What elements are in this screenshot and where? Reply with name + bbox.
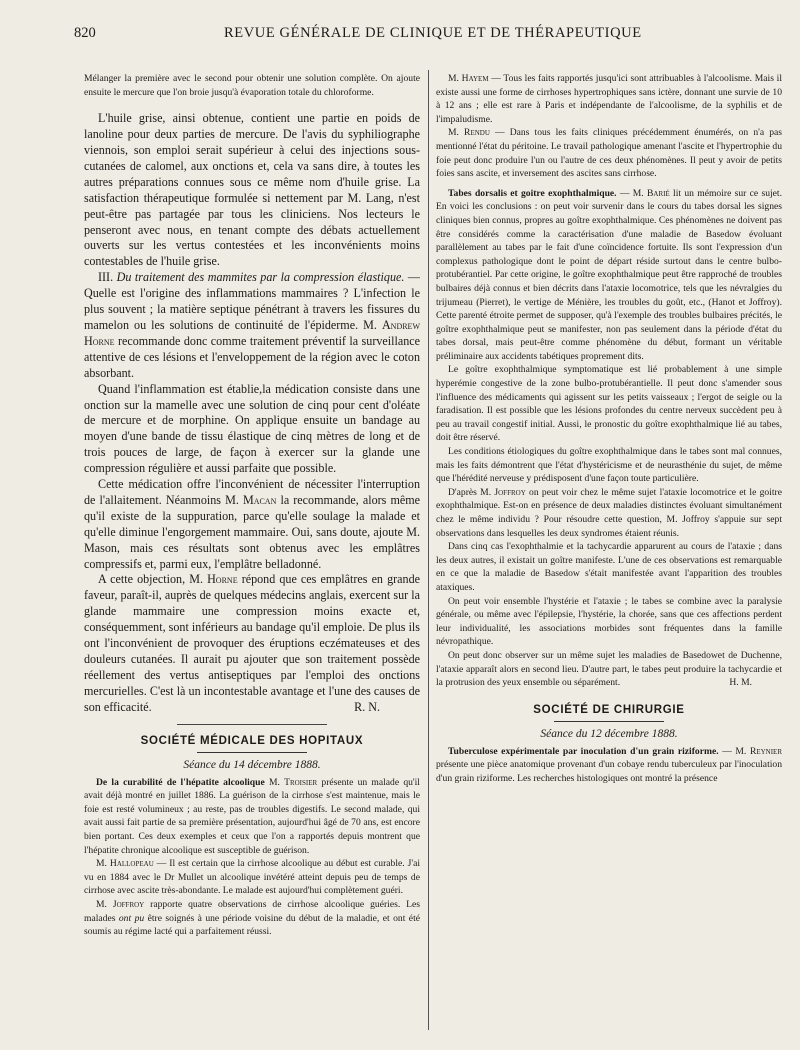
running-header	[74, 22, 758, 46]
author-name: Hallopeau	[109, 858, 154, 870]
report-hallopeau: M. Hallopeau — Il est certain que la cirrhose alcoolique au début est curable. J'ai vu en 1884 avec le Dr Mullet un alcoolique invétéré atteint depuis peu de temps de cirrhose avec ascite très-abondante. Le malade est aujourd'hui complètement guéri.	[84, 858, 420, 897]
paragraph-goitre: Le goître exophthalmique symptomatique est lié probablement à une simple hyperémie congestive de la zone bulbo-protubérantielle. Il peut donc s'amender sous l'influence des médicaments qui agissent sur les petits vaisseaux ; l'ergot de seigle ou la faradisation. Il est possible que les lésions profondes du centre nerveux succèdent peu à peu au travail congestif initial. Aussi, le pronostic du goître exophthalmique lié au tabes, doit être réservé.	[436, 364, 782, 444]
text-run: être soignés à une période voisine du début de la maladie, et ont été soumis au régime lacté qui a parfaitement réussi.	[84, 912, 420, 938]
author-name: Horne	[207, 572, 238, 587]
report-rendu: M. Rendu — Dans tous les faits cliniques précédemment énumérés, on n'a pas mentionné l'état du péritoine. Le travail pathologique amenant l'ascite et l'hypertrophie du foie peut donc produire l'un ou l'autre de ces deux phénomènes. Il peut y avoir de petits foies sans ascite, et inversement des ascites sans cirrhose.	[436, 127, 782, 180]
paragraph-cinq-cas: Dans cinq cas l'exophthalmie et la tachycardie apparurent au cours de l'ataxie ; dans les deux autres, il existait un goître manifeste. L'une de ces observations est remarquable en ce que la maladie de Basedow s'était manifestée avant l'apparition des troubles ataxiques.	[436, 541, 782, 593]
signature: R. N.	[354, 699, 380, 714]
paragraph-basedow	[436, 649, 782, 690]
report-title: De la curabilité de l'hépatite alcoolique	[96, 776, 265, 788]
heading-rule	[554, 721, 664, 722]
text-run: la recommande, alors même qu'il existe de la suppuration, parce qu'elle soulage la malade et qu'elle diminue l'engorgement mammaire. Oui, sans doute, ajoute M. Mason, mais ces résultats sont obtenus avec les emplâtres compressifs et, parmi eux, l'emplâtre belladonné.	[84, 492, 420, 571]
author-name: Hayem	[461, 73, 489, 84]
report-barie	[436, 187, 782, 364]
author-name: Barié	[647, 187, 670, 199]
paragraph-hysterie: On peut voir ensemble l'hystérie et l'ataxie ; le tabes se combine avec la paralysie générale, ou même avec l'épilepsie, l'hystérie, la chorée, sans que ces affections perdent leur individualité, les associations morbides sont fréquentes dans la famille névropathique.	[436, 595, 782, 648]
author-name: Reynier	[749, 745, 782, 757]
article-title: Du traitement des mammites par la compression élastique.	[116, 270, 405, 285]
report-joffroy: M. Joffroy rapporte quatre observations de cirrhose alcoolique guéries. Les malades ont pu être soignés à une période voisine du début de la maladie, et ont été soumis au régime lacté qui a parfaitement réussi.	[84, 898, 420, 938]
author-name: Joffroy	[494, 486, 526, 498]
paragraph-objection	[84, 572, 420, 715]
paragraph-inconvenient	[84, 477, 420, 572]
text-run: lit un mémoire sur ce sujet. En voici les conclusions : on peut voir survenir dans le cours du tabes dorsal les signes cliniques bien connus, propres au goître exophthalmique. Ces phénomènes ne doivent pas être considérés comme la caractérisation d'une maladie de Basedow évoluant parallèlement au tabes par le fait d'une coïncidence fortuite. Ils sont l'expression d'un complexus pathologique dont le point de départ réside surtout dans le centre bulbo-protubérantiel. Par cette origine, le goître exophthalmique peut être rapproché de troubles bulbaires déjà connus et bien décrits dans l'ataxie locomotrice, tels que les névralgies du trijumeau (Pierret), le vertige de Ménière, les troubles du goût, etc., (Hanot et Joffroy). Cette parenté étroite permet de supposer, qu'à l'exemple des troubles bulbaires précités, le goître exophthalmique peut se manifester, non pas seulement dans la période d'état du tabes dorsal, mais peut-être comme phénomène du début, formant un véritable préliminaire aux accidents tabétiques proprement dits.	[436, 187, 782, 362]
journal-title: REVUE GÉNÉRALE DE CLINIQUE ET DE THÉRAPEUTIQUE	[224, 25, 642, 41]
paragraph-etiologie: Les conditions étiologiques du goître exophthalmique dans le tabes sont mal connues, mais les faits démontrent que l'état d'hystéricisme et de neurasthénie du sujet, de même que l'hérédité nerveuse y prédisposent d'une façon toute particulière.	[436, 446, 782, 485]
paragraph-medication: Quand l'inflammation est établie,la médication consiste dans une onction sur la mamelle avec une solution de cinq pour cent d'oléate de mercure et de morphine. On applique ensuite un bandage au moyen d'une bande de tissu élastique de cinq mètres de long et de trois pouces de large, de façon à exercer sur la glande une compression régulière et aussi parfaite que possible.	[84, 381, 420, 476]
text-run: — Quelle est l'origine des inflammations mammaires ? L'infection le plus souvent ; la matière septique pénétrant à travers les fissures du mamelon ou les solutions de continuité de l'épiderme. M.	[84, 270, 420, 332]
emphasis: ont pu	[118, 912, 145, 924]
author-name: Rendu	[464, 127, 490, 139]
column-divider	[428, 70, 429, 1030]
text-run: — M.	[616, 187, 648, 199]
report-title: Tuberculose expérimentale par inoculation d'un grain riziforme.	[448, 745, 719, 757]
page-number: 820	[74, 25, 96, 41]
text-run: — Tous les faits rapportés jusqu'ici sont attribuables à l'alcoolisme. Mais il existe aussi une forme de cirrhoses hypertrophiques sans ictère, donnant une survie de 10 à 12 ans ; elle est rare à Paris et indépendante de l'alcoolisme, de la syphilis et de l'impaludisme.	[436, 73, 782, 125]
formula-note: Mélanger la première avec le second pour obtenir une solution complète. On ajoute ensuite le mercure que l'on broie jusqu'à évaporation totale du chloroforme.	[84, 73, 420, 98]
text-run: — Dans tous les faits cliniques précédemment énumérés, on n'a pas mentionné l'état du péritoine. Le travail pathologique amenant l'ascite et l'hypertrophie du foie peut donc produire l'un ou l'autre de ces deux phénomènes. Il peut y avoir de petits foies sans ascite, et inversement des ascites sans cirrhose.	[436, 127, 782, 180]
author-name: Troisier	[284, 776, 318, 788]
seance-date	[436, 728, 782, 740]
paragraph-mammites	[84, 270, 420, 381]
author-name: Andrew Horne	[84, 317, 420, 348]
text-run: — Il est certain que la cirrhose alcoolique au début est curable. J'ai vu en 1884 avec le Dr Mullet un alcoolique invétéré atteint depuis peu de temps de cirrhose avec ascite très-abondante. Le malade est aujourd'hui complètement guéri.	[84, 858, 420, 897]
text-run: On peut donc observer sur un même sujet les maladies de Basedowet de Duchenne, l'ataxie apparaît alors en second lieu. D'autre part, le tabes peut produire la tachycardie et la protrusion des yeux ensemble ou séparément.	[436, 649, 782, 689]
report-hayem: M. Hayem — Tous les faits rapportés jusqu'ici sont attribuables à l'alcoolisme. Mais il existe aussi une forme de cirrhoses hypertrophiques sans ictère, donnant une survie de 10 à 12 ans ; elle est rare à Paris et indépendante de l'alcoolisme, de la syphilis et de l'impaludisme.	[436, 73, 782, 125]
text-run: recommande donc comme traitement préventif la surveillance attentive de ces lésions et l'enveloppement de la région avec le coton absorbant.	[84, 333, 420, 380]
signature: H. M.	[729, 677, 752, 689]
text-run: présente une pièce anatomique provenant d'un cobaye rendu tuberculeux par l'inoculation d'un grain riziforme. Les recherches histologiques ont montré la présence	[436, 759, 782, 784]
seance-date-value: 14 décembre 1888.	[233, 758, 321, 771]
report-troisier	[84, 776, 420, 858]
author-name: Macan	[242, 492, 277, 507]
section-heading: SOCIÉTÉ MÉDICALE DES HOPITAUX	[140, 734, 364, 747]
text-run: M.	[264, 776, 285, 788]
text-run: on peut voir chez le même sujet l'ataxie locomotrice et le goitre exophthalmique. Est-on en présence de deux maladies distinctes évoluant simultanément chez le même individu ? Pour résoudre cette question, M. Joffroy s'appuie sur sept observations dans lesquelles les deux syndromes étaient réunis.	[436, 486, 782, 539]
text-run: — M.	[718, 745, 750, 757]
report-reynier	[436, 745, 782, 786]
paragraph-joffroy	[436, 486, 782, 540]
text-run: D'après M.	[448, 486, 495, 498]
author-name: Joffroy	[112, 898, 145, 910]
seance-date	[84, 759, 420, 771]
section-heading: SOCIÉTÉ DE CHIRURGIE	[533, 703, 685, 716]
section-number: III.	[98, 270, 114, 285]
paragraph-huile-grise: L'huile grise, ainsi obtenue, contient une partie en poids de lanoline pour deux parties de mercure. De l'avis du syphiliographe viennois, son emploi serait supérieur à celui des injections sous-cutanées de calomel, aux onctions et, cela va sans dire, à toutes les autres préparations connues sous ce même nom d'huile grise. La satisfaction thérapeutique formulée si nettement par M. Lang, n'est peut-être pas partagée par tous les cliniciens. Nos lecteurs le penseront avec nous, en tenant compte des débats actuellement ouverts sur les vertus contestées et les inconvénients moins contestables de l'huile grise.	[84, 111, 420, 269]
text-run: répond que ces emplâtres en grande faveur, paraît-il, auprès de quelques médecins anglais, exercent sur la glande mammaire une compression moins exacte et, conséquemment, sont inférieurs au bandage qu'il emploie. De plus ils ont l'inconvénient de provoquer des éruptions eczémateuses et des douleurs cutanées. Il aurait pu ajouter que son traitement possède réellement des vertus antiseptiques par l'emploi des onctions mercurielles. C'est là un incontestable avantage et l'une des causes de son efficacité.	[84, 572, 420, 714]
text-run: rapporte quatre observations de cirrhose alcoolique guéries. Les malades	[84, 898, 420, 924]
right-column	[436, 72, 782, 1022]
separator-rule	[177, 724, 327, 725]
heading-rule	[197, 752, 307, 753]
seance-label: Séance du	[540, 727, 591, 740]
left-column	[84, 72, 420, 1020]
text-run: présente un malade qu'il avait déjà montré en juillet 1886. La guérison de la cirrhose s'est maintenue, mais le foie est resté volumineux ; au reste, pas de troubles digestifs. Le second malade, qui avait aussi fait partie de sa première présentation, aujourd'hui âgé de 70 ans, est encore bien portant. Ces deux exemples et ceux que l'on a rapportés depuis montrent que l'hépatite chronique alcoolique est susceptible de guérison.	[84, 776, 420, 856]
seance-label: Séance du	[183, 758, 234, 771]
text-run: A cette objection, M.	[98, 572, 208, 587]
text-run: Cette médication offre l'inconvénient de nécessiter l'interruption de l'allaitement. Néanmoins M.	[84, 477, 420, 507]
report-title: Tabes dorsalis et goitre exophthalmique.	[448, 187, 617, 199]
seance-date-value: 12 décembre 1888.	[590, 727, 678, 740]
